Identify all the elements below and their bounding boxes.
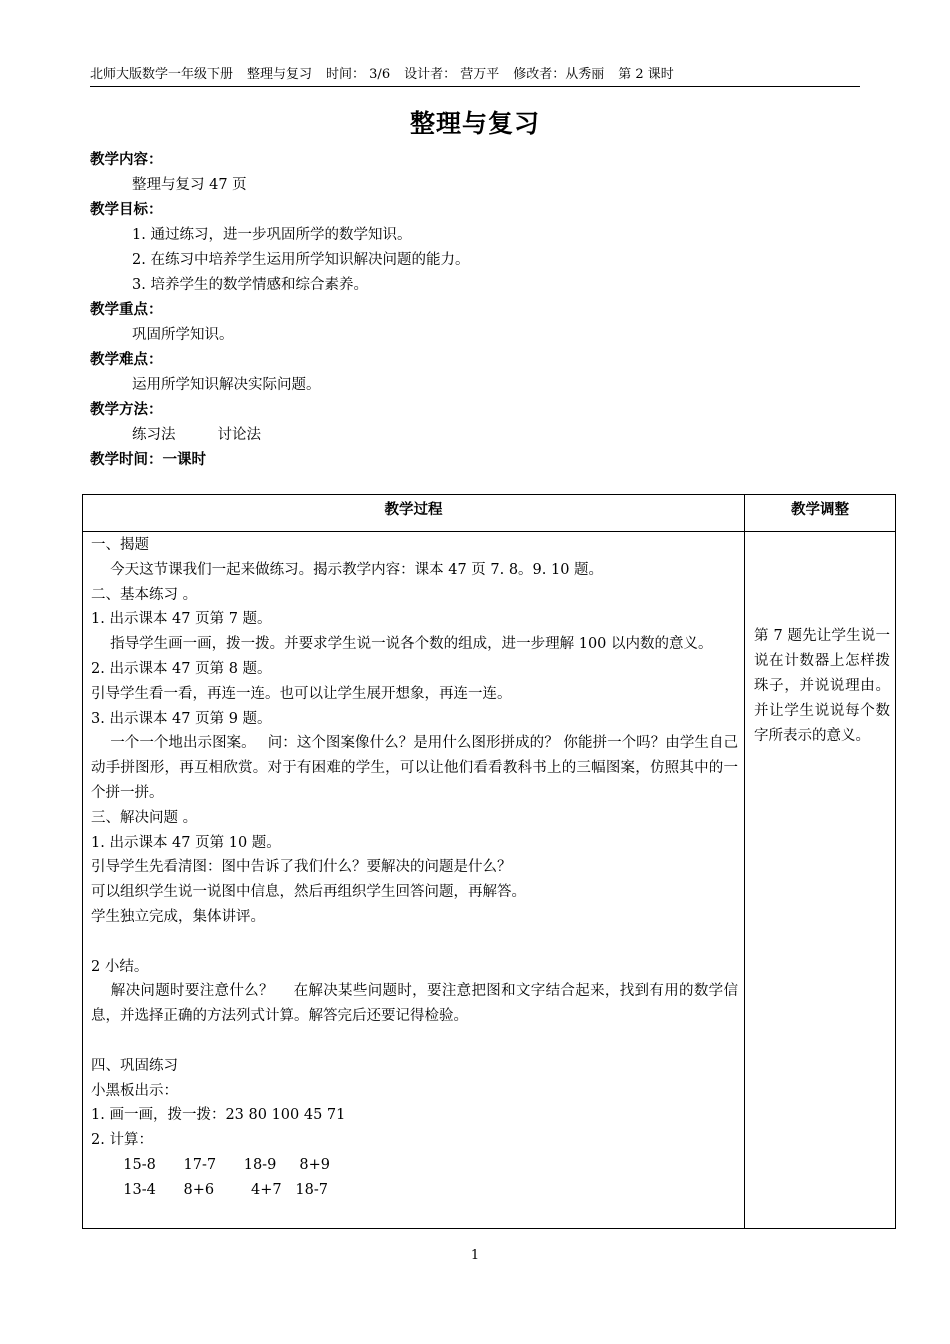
goal-item: 3. 培养学生的数学情感和综合素养。	[132, 277, 368, 293]
exercise-line: 2. 计算：	[91, 1132, 153, 1149]
column-divider	[744, 495, 745, 1228]
paragraph-line: 引导学生看一看，再连一连。也可以让学生展开想象，再连一连。	[91, 685, 512, 702]
page-header	[90, 66, 860, 87]
paragraph-line: 可以组织学生说一说图中信息，然后再组织学生回答问题，再解答。	[91, 884, 526, 901]
paragraph: 解决问题时要注意什么？ 在解决某些问题时，要注意把图和文字结合起来，找到有用的数学信息，并选择正确的方法列式计算。解答完后还要记得检验。	[91, 983, 738, 1025]
paragraph-line: 学生独立完成，集体讲评。	[91, 908, 265, 925]
header-lesson: 第 2 课时	[618, 67, 674, 82]
page-number: 1	[470, 1248, 480, 1263]
key-label: 教学重点：	[90, 302, 163, 318]
section-heading: 二、基本练习 。	[91, 586, 198, 603]
method-discussion: 讨论法	[217, 427, 261, 443]
header-unit: 整理与复习	[247, 67, 313, 82]
method-list	[90, 423, 890, 448]
header-book: 北师大版数学一年级下册	[90, 67, 234, 82]
paragraph-line: 小黑板出示：	[91, 1082, 178, 1099]
difficulty-label: 教学难点：	[90, 352, 163, 368]
header-modifier: 修改者：从秀丽	[513, 67, 605, 82]
paragraph-line: 今天这节课我们一起来做练习。揭示教学内容：课本 47 页 7. 8。9. 10 题。	[91, 561, 604, 578]
item-line: 1. 出示课本 47 页第 7 题。	[91, 611, 272, 628]
paragraph-line: 引导学生先看清图：图中告诉了我们什么？要解决的问题是什么？	[91, 859, 512, 876]
document-title: 整理与复习	[409, 109, 540, 138]
method-label: 教学方法：	[90, 402, 163, 418]
process-column-header: 教学过程	[384, 502, 443, 518]
header-divider	[83, 531, 895, 532]
calculation-row: 15-8 17-7 18-9 8+9	[91, 1156, 330, 1173]
header-time: 时间： 3/6	[326, 67, 391, 82]
difficulty-text: 运用所学知识解决实际问题。	[132, 377, 321, 393]
time-label: 教学时间：一课时	[90, 452, 206, 468]
blank-line	[91, 1029, 738, 1054]
header-designer: 设计者： 营万平	[404, 67, 500, 82]
goal-label: 教学目标：	[90, 202, 163, 218]
adjustment-note: 第 7 题先让学生说一说在计数器上怎样拨珠子，并说说理由。并让学生说说每个数字所表示的意义。	[754, 628, 890, 744]
goal-item: 2. 在练习中培养学生运用所学知识解决问题的能力。	[132, 252, 470, 268]
adjustment-column-header: 教学调整	[791, 502, 849, 518]
paragraph: 一个一个地出示图案。 问：这个图案像什么？是用什么图形拼成的？ 你能拼一个吗？由学生自己动手拼图形，再互相欣赏。对于有困难的学生，可以让他们看看教科书上的三幅图案，仿照其中的一个拼一拼。	[91, 735, 738, 801]
goal-item: 1. 通过练习，进一步巩固所学的数学知识。	[132, 227, 412, 243]
exercise-line: 1. 画一画，拨一拨：23 80 100 45 71	[91, 1107, 346, 1124]
paragraph: 指导学生画一画，拨一拨。并要求学生说一说各个数的组成，进一步理解 100 以内数的意义。	[91, 636, 713, 653]
section-heading: 一、揭题	[91, 537, 149, 553]
blank-line	[91, 930, 738, 955]
item-line: 2. 出示课本 47 页第 8 题。	[91, 660, 272, 677]
content-text: 整理与复习 47 页	[132, 177, 247, 193]
process-table	[82, 494, 896, 1229]
content-label: 教学内容：	[90, 152, 163, 168]
process-content	[91, 533, 738, 1203]
method-practice: 练习法	[132, 427, 176, 443]
item-line: 1. 出示课本 47 页第 10 题。	[91, 834, 281, 851]
lesson-meta	[90, 148, 890, 473]
section-heading: 三、解决问题 。	[91, 809, 198, 826]
item-line: 3. 出示课本 47 页第 9 题。	[91, 710, 272, 727]
section-heading: 四、巩固练习	[91, 1057, 178, 1074]
calculation-row: 13-4 8+6 4+7 18-7	[91, 1181, 328, 1198]
key-text: 巩固所学知识。	[132, 327, 234, 343]
section-heading: 2 小结。	[91, 958, 149, 975]
